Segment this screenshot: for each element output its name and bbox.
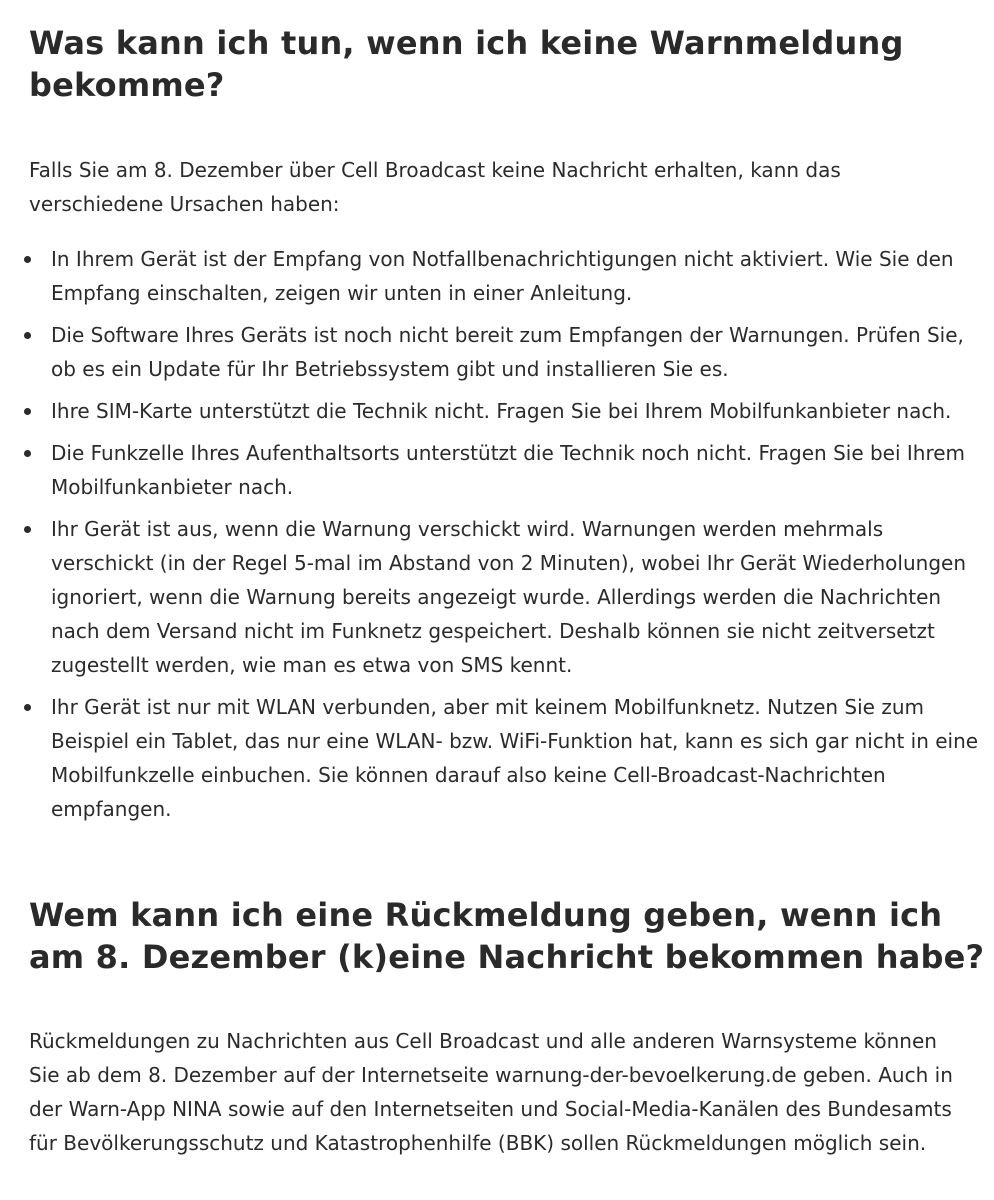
list-item-text: Ihre SIM-Karte unterstützt die Technik nicht. Fragen Sie bei Ihrem Mobilfunkanbieter nach. — [51, 399, 952, 423]
list-item — [0, 318, 994, 386]
bullet-icon — [24, 408, 31, 415]
section-heading-no-warning: Was kann ich tun, wenn ich keine Warnmeldung bekomme? — [29, 24, 904, 104]
list-item-text: Ihr Gerät ist aus, wenn die Warnung verschickt wird. Warnungen werden mehrmals verschickt (in der Regel 5-mal im Abstand von 2 Minuten), wobei Ihr Gerät Wiederholungen ignoriert, wenn die Warnung bereits angezeigt wurde. Allerdings werden die Nachrichten nach dem Versand nicht im Funknetz gespeichert. Deshalb können sie nicht zeitversetzt zugestellt werden, wie man es etwa von SMS kennt. — [51, 517, 966, 677]
intro-paragraph: Falls Sie am 8. Dezember über Cell Broadcast keine Nachricht erhalten, kann das verschiedene Ursachen haben: — [29, 158, 841, 216]
bullet-icon — [24, 256, 31, 263]
bullet-icon — [24, 526, 31, 533]
list-item-text: Die Funkzelle Ihres Aufenthaltsorts unterstützt die Technik noch nicht. Fragen Sie bei Ihrem Mobilfunkanbieter nach. — [51, 441, 966, 499]
bullet-icon — [24, 450, 31, 457]
list-item-text: In Ihrem Gerät ist der Empfang von Notfallbenachrichtigungen nicht aktiviert. Wie Sie den Empfang einschalten, zeigen wir unten in einer Anleitung. — [51, 247, 954, 305]
bullet-icon — [24, 704, 31, 711]
list-item — [0, 690, 994, 826]
list-item — [0, 436, 994, 504]
causes-list — [0, 242, 994, 834]
list-item-text: Ihr Gerät ist nur mit WLAN verbunden, aber mit keinem Mobilfunknetz. Nutzen Sie zum Beispiel ein Tablet, das nur eine WLAN- bzw. WiFi-Funktion hat, kann es sich gar nicht in eine Mobilfunkzelle einbuchen. Sie können darauf also keine Cell-Broadcast-Nachrichten empfangen. — [51, 695, 979, 821]
list-item — [0, 512, 994, 682]
list-item-text: Die Software Ihres Geräts ist noch nicht bereit zum Empfangen der Warnungen. Prüfen Sie, ob es ein Update für Ihr Betriebssystem gibt und installieren Sie es. — [51, 323, 964, 381]
list-item — [0, 394, 994, 428]
list-item — [0, 242, 994, 310]
bullet-icon — [24, 332, 31, 339]
section-heading-feedback: Wem kann ich eine Rückmeldung geben, wenn ich am 8. Dezember (k)eine Nachricht bekommen habe? — [29, 896, 985, 976]
feedback-paragraph: Rückmeldungen zu Nachrichten aus Cell Broadcast und alle anderen Warnsysteme können Sie ab dem 8. Dezember auf der Internetseite warnung-der-bevoelkerung.de geben. Auch in der Warn-App NINA sowie auf den Internetseiten und Social-Media-Kanälen des Bundesamts für Bevölkerungsschutz und Katastrophenhilfe (BBK) sollen Rückmeldungen möglich sein. — [29, 1029, 953, 1155]
